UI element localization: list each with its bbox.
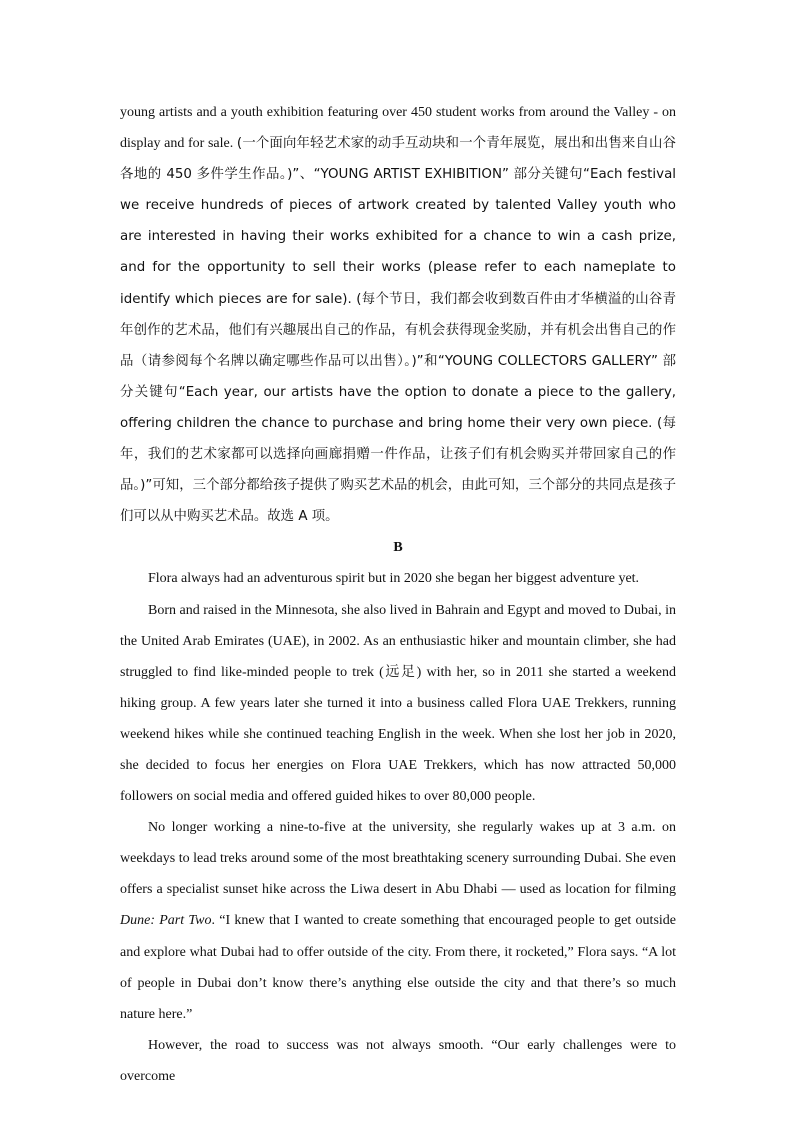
text-run: No longer working a nine-to-five at the university, she regularly wakes up at 3 a.m. on weekdays to lead treks around some of the most breathtaking scenery surrounding Dubai. She even offers a specialist sunset hike across the Liwa desert in Abu Dhabi — used as location for filming [120, 820, 676, 898]
body-paragraph [120, 1030, 676, 1092]
text-run: Flora always had an adventurous spirit but in 2020 she began her biggest adventure yet. [148, 571, 640, 587]
text-run: However, the road to success was not always smooth. “Our early challenges were to overcome [120, 1037, 676, 1084]
body-paragraph [120, 563, 676, 594]
text-run: (一个面向年轻艺术家的动手互动块和一个青年展览，展出和出售来自山谷各地的 450 多件学生作品。)”、“YOUNG ARTIST EXHIBITION” 部分关键句“Each festival we receive hundreds of pieces of artwork created by talented Valley youth who are interested in having their works exhibited for a chance to win a cash prize, and for the opportunity to sell their works (please refer to each nameplate to identify which pieces are for sale). (每个节日，我们都会收到数百件由才华横溢的山谷青年创作的艺术品，他们有兴趣展出自己的作品，有机会获得现金奖励，并有机会出售自己的作品（请参阅每个名牌以确定哪些作品可以出售）。)”和“YOUNG COLLECTORS GALLERY” 部分关键句“Each year, our artists have the option to donate a piece to the gallery, offering children the chance to purchase and bring home their very own piece. (每年，我们的艺术家都可以选择向画廊捐赠一件作品，让孩子们有机会购买并带回家自己的作品。)”可知，三个部分都给孩子提供了购买艺术品的机会，由此可知，三个部分的共同点是孩子们可以从中购买艺术品。故选 A 项。 [120, 136, 676, 525]
text-run: . “I knew that I wanted to create something that encouraged people to get outside and explore what Dubai had to offer outside of the city. From there, it rocketed,” Flora says. “A lot of people in Dubai don’t know there’s anything else outside the city and that there’s so much nature here.” [120, 913, 676, 1022]
body-paragraph [120, 812, 676, 1030]
section-heading: B [393, 540, 403, 556]
answer-explanation-paragraph [120, 97, 676, 532]
text-run: young artists and a youth exhibition featuring over 450 student works from around the Valley - on display and for sale. [120, 105, 676, 152]
body-paragraph [120, 595, 676, 813]
text-run: Born and raised in the Minnesota, she also lived in Bahrain and Egypt and moved to Dubai, in the United Arab Emirates (UAE), in 2002. As an enthusiastic hiker and mountain climber, she had struggled to find like-minded people to trek (远足) with her, so in 2011 she started a weekend hiking group. A few years later she turned it into a business called Flora UAE Trekkers, running weekend hikes while she continued teaching English in the week. When she lost her job in 2020, she decided to focus her energies on Flora UAE Trekkers, which has now attracted 50,000 followers on social media and offered guided hikes to over 80,000 people. [120, 602, 676, 805]
film-title: Dune: Part Two [120, 913, 212, 929]
document-body [120, 97, 676, 1092]
